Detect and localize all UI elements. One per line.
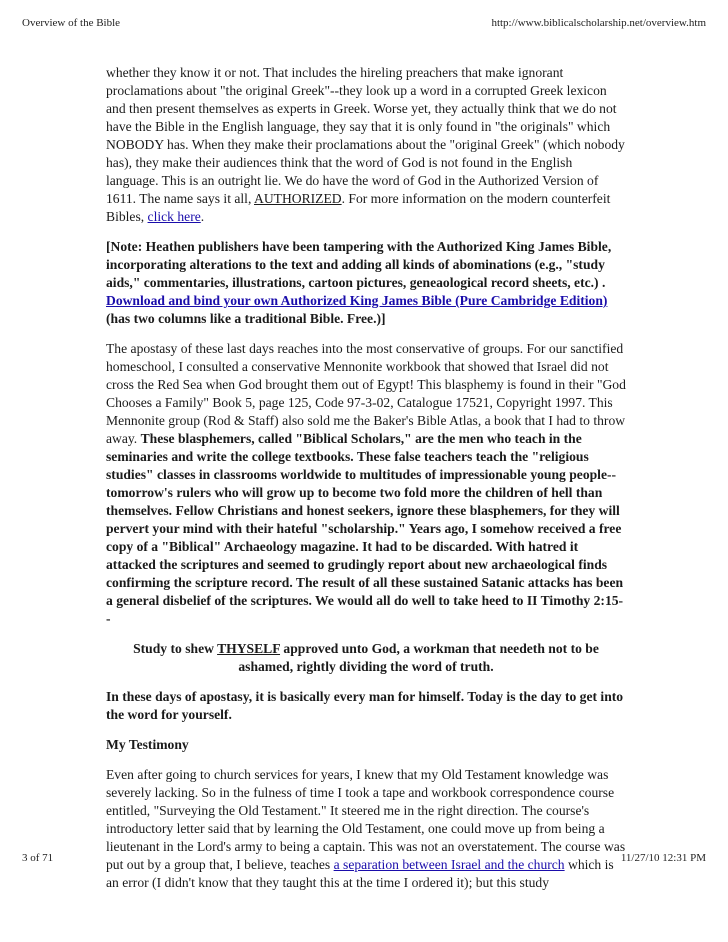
print-footer (22, 852, 706, 864)
section-heading-testimony: My Testimony (106, 737, 189, 752)
paragraph-every-man: In these days of apostasy, it is basically every man for himself. Today is the day to get into the word for yourself. (106, 689, 624, 722)
download-bible-link[interactable]: Download and bind your own Authorized King James Bible (Pure Cambridge Edition) (106, 293, 608, 308)
thyself-underline: THYSELF (217, 641, 281, 656)
page-title: Overview of the Bible (22, 17, 121, 29)
article-body (106, 64, 626, 904)
page-url: http://www.biblicalscholarship.net/overview.htm (491, 17, 706, 29)
print-datetime: 11/27/10 12:31 PM (620, 852, 706, 864)
paragraph-testimony: Even after going to church services for years, I knew that my Old Testament knowledge was severely lacking. So in the fulness of time I took a tape and workbook correspondence course entitled, "Surveying the Old Testament." It steered me in the right direction. The course's introductory letter said that by learning the Old Testament, one could move up from being a lieutenant in the Lord's army to being a captain. This was not an overstatement. The course was put out by a group that, I believe, teaches a separation between Israel and the church which is an error (I didn't know that they taught this at the time I ordered it); but this study (106, 767, 626, 890)
paragraph-note: [Note: Heathen publishers have been tampering with the Authorized King James Bible, incorporating alterations to the text and adding all kinds of abominations (e.g., "study aids," commentaries, illustrations, cartoon pictures, geneaological record sheets, etc.) . Download and bind your own Authorized King James Bible (Pure Cambridge Edition) (has two columns like a traditional Bible. Free.)] (106, 239, 612, 326)
page-number: 3 of 71 (22, 852, 54, 864)
print-header (22, 17, 706, 29)
authorized-underline: AUTHORIZED (254, 191, 342, 206)
separation-link[interactable]: a separation between Israel and the church (333, 857, 565, 872)
paragraph-apostasy: The apostasy of these last days reaches into the most conservative of groups. For our sanctified homeschool, I consulted a conservative Mennonite workbook that showed that Israel did not cross the Red Sea when God brought them out of Egypt! This blasphemy is found in their "God Chooses a Family" Book 5, page 125, Code 97-3-02, Catalogue 17521, Copyright 1997. This Mennonite group (Rod & Staff) also sold me the Baker's Bible Atlas, a book that I had to throw away. These blasphemers, called "Biblical Scholars," are the men who teach in the seminaries and write the college textbooks. These false teachers teach the "religious studies" classes in classrooms worldwide to multitudes of impressionable young people--tomorrow's rulers who will grow up to become two fold more the children of hell than themselves. Fellow Christians and honest seekers, ignore these blasphemers, for they will pervert your mind with their hateful "scholarship." Years ago, I somehow received a free copy of a "Biblical" Archaeology magazine. It had to be discarded. With hatred it attacked the scriptures and seemed to grudingly report about new archaeological finds confirming the scripture record. The result of all these sustained Satanic attacks has been a general disbelief of the scriptures. We would all do well to take heed to II Timothy 2:15-- (106, 341, 626, 626)
blasphemers-bold-text: These blasphemers, called "Biblical Scholars," are the men who teach in the seminaries and write the college textbooks. These false teachers teach the "religious studies" classes in classrooms worldwide to multitudes of impressionable young people--tomorrow's rulers who will grow up to become two fold more the children of hell than themselves. Fellow Christians and honest seekers, ignore these blasphemers, for they will pervert your mind with their hateful "scholarship." Years ago, I somehow received a free copy of a "Biblical" Archaeology magazine. It had to be discarded. With hatred it attacked the scriptures and seemed to grudingly report about new archaeological finds confirming the scripture record. The result of all these sustained Satanic attacks has been a general disbelief of the scriptures. We would all do well to take heed to II Timothy 2:15-- (106, 431, 624, 626)
paragraph-originals: whether they know it or not. That includes the hireling preachers that make ignorant proclamations about "the original Greek"--they look up a word in a corrupted Greek lexicon and then present themselves as experts in Greek. Worse yet, they actually think that we do not have the Bible in the English language, they say that it is only found in "the originals" which NOBODY has. When they make their proclamations about the "original Greek" (which nobody has), they make their audiences think that the word of God is not found in the English language. This is an outright lie. We do have the word of God in the Authorized Version of 1611. The name says it all, AUTHORIZED. For more information on the modern counterfeit Bibles, click here. (106, 65, 625, 224)
scripture-quote: Study to shew THYSELF approved unto God, a workman that needeth not to be ashamed, rightly dividing the word of truth. (133, 641, 599, 674)
click-here-link[interactable]: click here (147, 209, 201, 224)
